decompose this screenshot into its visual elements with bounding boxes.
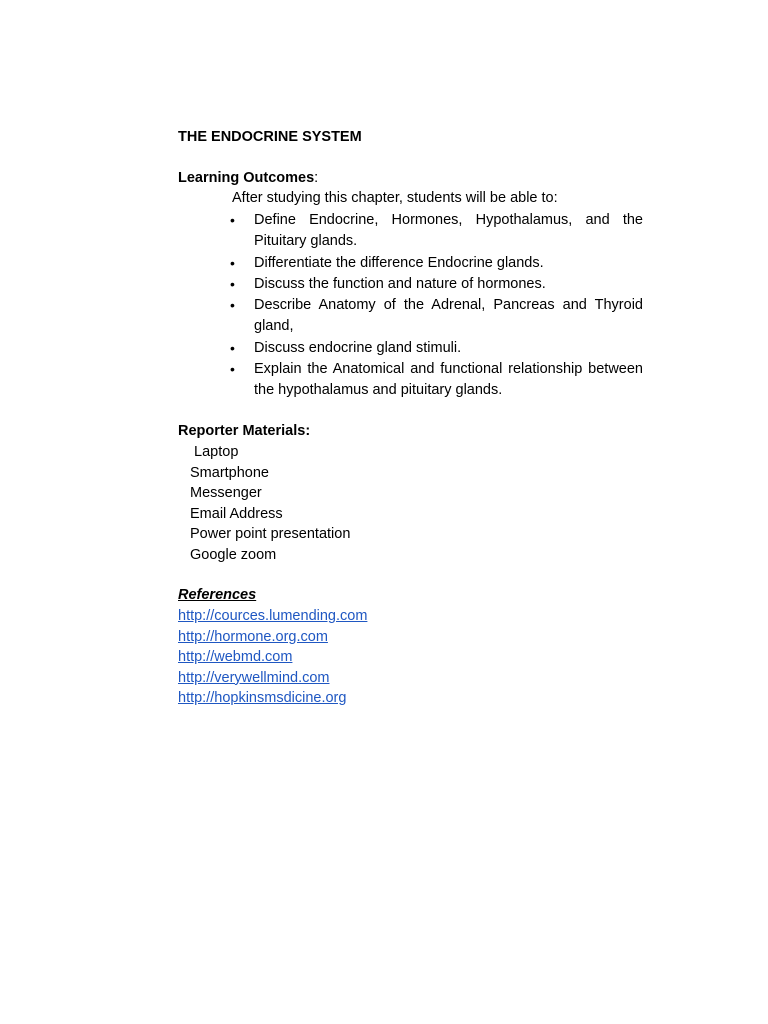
reference-link-cources[interactable]: http://cources.lumending.com: [178, 608, 368, 624]
list-item: [228, 253, 643, 274]
list-item: [178, 647, 367, 668]
bullet-icon: •: [230, 339, 235, 356]
list-item: [178, 668, 367, 689]
list-item: [228, 210, 643, 253]
learning-outcomes-heading: [178, 169, 318, 187]
list-item: Smartphone: [190, 464, 269, 481]
list-item: [228, 274, 643, 295]
learning-outcomes-list: [228, 210, 643, 402]
bullet-icon: •: [230, 254, 235, 271]
reference-link-webmd[interactable]: http://webmd.com: [178, 649, 293, 666]
list-item: Power point presentation: [190, 526, 351, 543]
outcome-text: Discuss the function and nature of hormones.: [254, 275, 546, 292]
list-item: [178, 688, 367, 709]
list-item: [228, 295, 643, 338]
reference-link-verywellmind[interactable]: http://verywellmind.com: [178, 669, 330, 686]
reference-link-hormone[interactable]: http://hormone.org.com: [178, 628, 328, 645]
outcome-text: Describe Anatomy of the Adrenal, Pancreas and Thyroid gland,: [254, 297, 643, 335]
bullet-icon: •: [230, 361, 235, 378]
list-item: [228, 338, 643, 359]
bullet-icon: •: [230, 275, 235, 292]
list-item: Google zoom: [190, 546, 277, 563]
outcome-text: Explain the Anatomical and functional relationship between the hypothalamus and pituitary glands.: [254, 361, 643, 399]
outcome-text: Define Endocrine, Hormones, Hypothalamus, and the Pituitary glands.: [254, 212, 643, 250]
list-item: [228, 359, 643, 402]
learning-outcomes-label: Learning Outcomes: [178, 170, 315, 186]
learning-outcomes-intro: After studying this chapter, students will be able to:: [232, 190, 558, 206]
references-heading: References: [178, 587, 257, 603]
list-item: Messenger: [190, 485, 262, 502]
reporter-materials-list: [190, 442, 350, 566]
references-list: [178, 606, 367, 709]
reference-link-hopkins[interactable]: http://hopkinsmsdicine.org: [178, 690, 347, 707]
bullet-icon: •: [230, 212, 235, 228]
document-title: THE ENDOCRINE SYSTEM: [178, 129, 362, 145]
reporter-materials-heading: Reporter Materials:: [178, 423, 311, 439]
list-item: Email Address: [190, 505, 283, 522]
outcome-text: Differentiate the difference Endocrine glands.: [254, 254, 544, 271]
learning-outcomes-colon: :: [314, 170, 319, 186]
list-item: [178, 627, 367, 648]
bullet-icon: •: [230, 297, 235, 314]
list-item: [178, 606, 367, 627]
list-item: Laptop: [190, 444, 239, 460]
outcome-text: Discuss endocrine gland stimuli.: [254, 339, 462, 356]
